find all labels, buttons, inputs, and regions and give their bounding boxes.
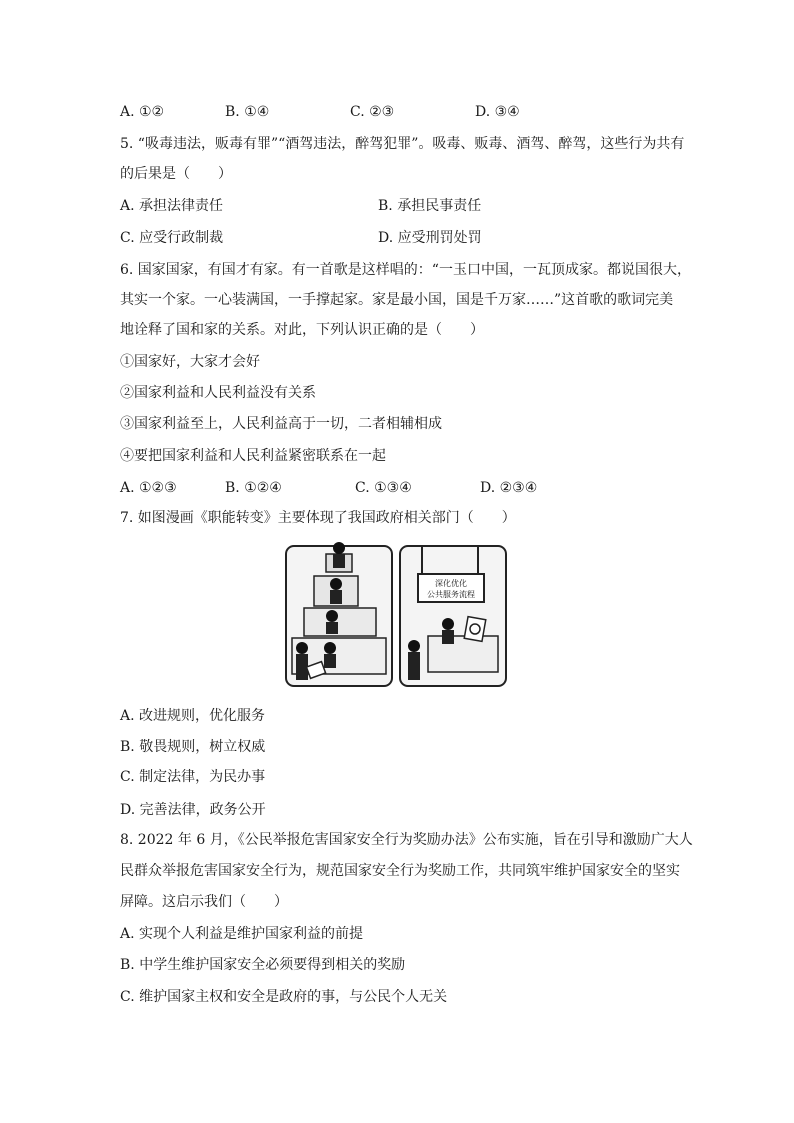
q6-statement-4: ④要把国家利益和人民利益紧密联系在一起 (120, 448, 386, 464)
q6-stem-line2: 其实一个家。一心装满国，一手撑起家。家是最小国，国是千万家……”这首歌的歌词完美 (120, 292, 674, 308)
q6-option-c[interactable]: C. ①③④ (355, 480, 412, 496)
q8-option-a[interactable]: A. 实现个人利益是维护国家利益的前提 (120, 926, 364, 942)
q7-option-c[interactable]: C. 制定法律，为民办事 (120, 769, 266, 785)
q6-statement-1: ①国家好，大家才会好 (120, 354, 260, 370)
q8-stem-line1: 8. 2022 年 6 月，《公民举报危害国家安全行为奖励办法》公布实施，旨在引导和激励广大人 (120, 832, 693, 848)
q6-option-d[interactable]: D. ②③④ (480, 480, 538, 496)
q5-stem-line2: 的后果是（ ） (120, 166, 232, 182)
q6-options (120, 478, 537, 498)
q5-option-d[interactable]: D. 应受刑罚处罚 (378, 230, 482, 246)
q8-option-b[interactable]: B. 中学生维护国家安全必须要得到相关的奖励 (120, 957, 406, 973)
q7-option-d[interactable]: D. 完善法律，政务公开 (120, 802, 266, 818)
q5-option-b[interactable]: B. 承担民事责任 (378, 198, 482, 214)
cartoon-left-panel (286, 542, 392, 686)
q6-option-b[interactable]: B. ①②④ (225, 480, 282, 496)
q4-option-c[interactable]: C. ②③ (350, 104, 395, 120)
q6-statement-3: ③国家利益至上，人民利益高于一切，二者相辅相成 (120, 416, 442, 432)
q5-option-c[interactable]: C. 应受行政制裁 (120, 230, 224, 246)
q4-option-d[interactable]: D. ③④ (475, 104, 520, 120)
q6-stem-line1: 6. 国家国家，有国才有家。有一首歌是这样唱的：“一玉口中国，一瓦顶成家。都说国很大， (120, 262, 691, 278)
q4-option-a[interactable]: A. ①② (120, 104, 165, 120)
cartoon-sign-line2: 公共服务流程 (427, 590, 475, 599)
cartoon-sign-line1: 深化优化 (435, 579, 467, 588)
q6-statement-2: ②国家利益和人民利益没有关系 (120, 385, 316, 401)
q4-options (120, 102, 520, 122)
q7-option-b[interactable]: B. 敬畏规则，树立权威 (120, 739, 266, 755)
q7-option-a[interactable]: A. 改进规则，优化服务 (120, 708, 266, 724)
q6-option-a[interactable]: A. ①②③ (120, 480, 177, 496)
cartoon-right-panel (400, 546, 506, 686)
q4-option-b[interactable]: B. ①④ (225, 104, 270, 120)
q8-stem-line2: 民群众举报危害国家安全行为，规范国家安全行为奖励工作，共同筑牢维护国家安全的坚实 (120, 863, 680, 879)
q5-option-a[interactable]: A. 承担法律责任 (120, 198, 224, 214)
q5-stem-line1: 5. “吸毒违法，贩毒有罪”“酒驾违法，醉驾犯罪”。吸毒、贩毒、酒驾、醉驾，这些行为共有 (120, 136, 685, 152)
q6-stem-line3: 地诠释了国和家的关系。对此，下列认识正确的是（ ） (120, 322, 484, 338)
cartoon-image (282, 538, 510, 690)
q7-stem: 7. 如图漫画《职能转变》主要体现了我国政府相关部门（ ） (120, 510, 516, 526)
q8-option-c[interactable]: C. 维护国家主权和安全是政府的事，与公民个人无关 (120, 989, 448, 1005)
q8-stem-line3: 屏障。这启示我们（ ） (120, 894, 288, 910)
